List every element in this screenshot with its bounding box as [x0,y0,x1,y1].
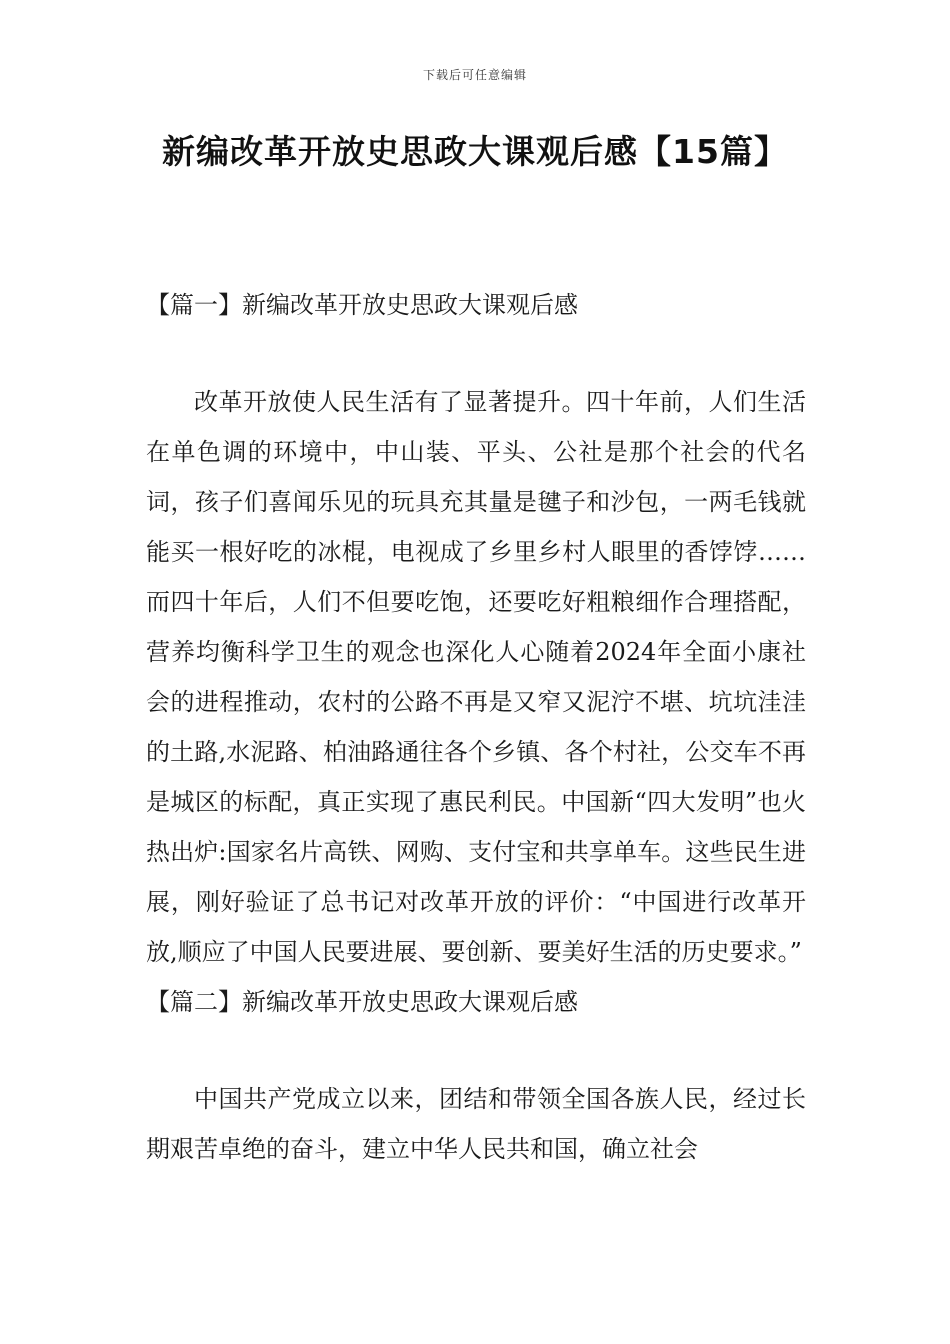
section-spacer [146,1027,806,1074]
section-paragraph-1: 改革开放使人民生活有了显著提升。四十年前，人们生活在单色调的环境中，中山装、平头、公社是那个社会的代名词，孩子们喜闻乐见的玩具充其量是毽子和沙包，一两毛钱就能买一根好吃的冰棍，电视成了乡里乡村人眼里的香饽饽……而四十年后，人们不但要吃饱，还要吃好粗粮细作合理搭配，营养均衡科学卫生的观念也深化人心随着2024年全面小康社会的进程推动，农村的公路不再是又窄又泥泞不堪、坑坑洼洼的土路,水泥路、柏油路通往各个乡镇、各个村社，公交车不再是城区的标配，真正实现了惠民利民。中国新“四大发明”也火热出炉:国家名片高铁、网购、支付宝和共享单车。这些民生进展，刚好验证了总书记对改革开放的评价：“中国进行改革开放,顺应了中国人民要进展、要创新、要美好生活的历史要求。” [146,388,806,966]
document-body [146,280,806,1174]
document-title: 新编改革开放史思政大课观后感【15篇】 [162,132,788,171]
section-paragraph-2: 中国共产党成立以来，团结和带领全国各族人民，经过长期艰苦卓绝的奋斗，建立中华人民共和国，确立社会 [146,1085,806,1163]
section-heading-1: 【篇一】新编改革开放史思政大课观后感 [146,291,578,319]
header-note: 下载后可任意编辑 [422,68,527,82]
section-heading-2: 【篇二】新编改革开放史思政大课观后感 [146,988,578,1016]
section-spacer [146,330,806,377]
